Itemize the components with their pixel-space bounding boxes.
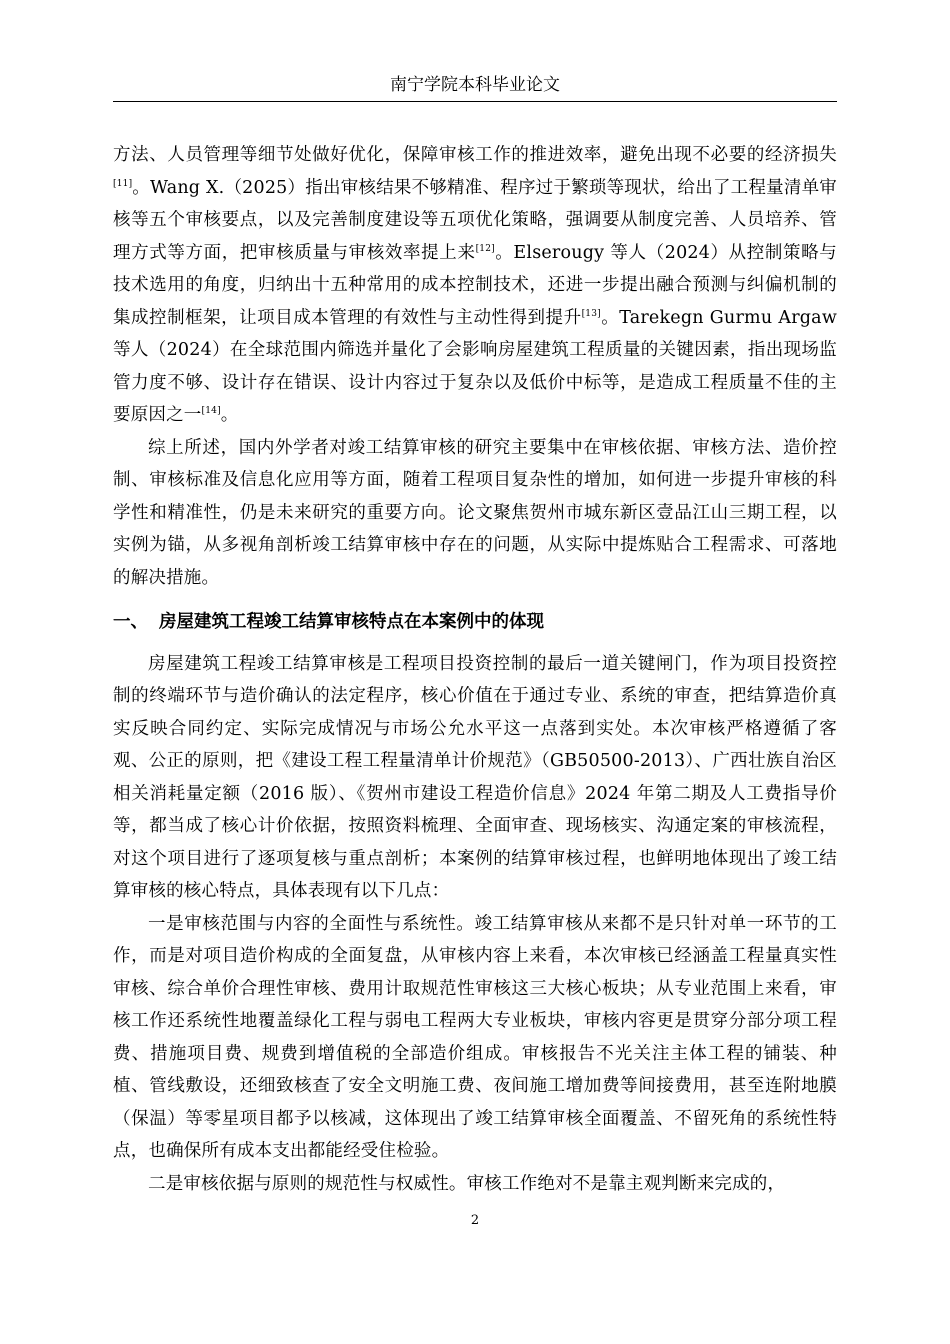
paragraph-summary: 综上所述，国内外学者对竣工结算审核的研究主要集中在审核依据、审核方法、造价控制、审核标准及信息化应用等方面，随着工程项目复杂性的增加，如何进一步提升审核的科学性和精准性，仍是未来研究的重要方向。论文聚焦贺州市城东新区壹品江山三期工程，以实例为锚，从多视角剖析竣工结算审核中存在的问题，从实际中提炼贴合工程需求、可落地的解决措施。 <box>113 437 837 588</box>
section-heading <box>113 606 837 639</box>
section-title: 房屋建筑工程竣工结算审核特点在本案例中的体现 <box>159 612 544 632</box>
paragraph-point-one: 一是审核范围与内容的全面性与系统性。竣工结算审核从来都不是只针对单一环节的工作，而是对项目造价构成的全面复盘，从审核内容上来看，本次审核已经涵盖工程量真实性审核、综合单价合理性审核、费用计取规范性审核这三大核心板块；从专业范围上来看，审核工作还系统性地覆盖绿化工程与弱电工程两大专业板块，审核内容更是贯穿分部分项工程费、措施项目费、规费到增值税的全部造价组成。审核报告不光关注主体工程的铺装、种植、管线敷设，还细致核查了安全文明施工费、夜间施工增加费等间接费用，甚至连附地膜（保温）等零星项目都予以核减，这体现出了竣工结算审核全面覆盖、不留死角的系统性特点，也确保所有成本支出都能经受住检验。 <box>113 913 837 1161</box>
paragraph-text: 。Elserougy 等人（2024）从控制策略与技术选用的角度，归纳出十五种常用的成本控制技术，还进一步提出融合预测与纠偏机制的集成控制框架，让项目成本管理的有效性与主动性得到提升 <box>113 242 837 328</box>
paragraph-text: 方法、人员管理等细节处做好优化，保障审核工作的推进效率，避免出现不必要的经济损失 <box>113 145 837 165</box>
header-rule <box>113 101 837 102</box>
page-number: 2 <box>470 1213 480 1228</box>
paragraph-audit-overview: 房屋建筑工程竣工结算审核是工程项目投资控制的最后一道关键闸门，作为项目投资控制的终端环节与造价确认的法定程序，核心价值在于通过专业、系统的审查，把结算造价真实反映合同约定、实际完成情况与市场公允水平这一点落到实处。本次审核严格遵循了客观、公正的原则，把《建设工程工程量清单计价规范》（GB50500-2013）、广西壮族自治区相关消耗量定额（2016 版）、《贺州市建设工程造价信息》2024 年第二期及人工费指导价等，都当成了核心计价依据，按照资料梳理、全面审查、现场核实、沟通定案的审核流程，对这个项目进行了逐项复核与重点剖析；本案例的结算审核过程，也鲜明地体现出了竣工结算审核的核心特点，具体表现有以下几点： <box>113 653 837 901</box>
paragraph-point-two: 二是审核依据与原则的规范性与权威性。审核工作绝对不是靠主观判断来完成的， <box>148 1173 786 1194</box>
paragraph-literature-review-end <box>113 139 837 432</box>
paragraph-text: 。Tarekegn Gurmu Argaw 等人（2024）在全球范围内筛选并量化了会影响房屋建筑工程质量的关键因素，指出现场监管力度不够、设计存在错误、设计内容过于复杂以及低价中标等，是造成工程质量不佳的主要原因之一 <box>113 307 837 425</box>
citation-ref: [14] <box>201 406 221 416</box>
citation-ref: [12] <box>475 243 495 254</box>
document-body <box>113 139 837 1200</box>
paragraph-text: 。 <box>220 405 239 425</box>
citation-ref: [13] <box>581 308 601 319</box>
section-number: 一、 <box>113 612 148 632</box>
paragraph-text: 。Wang X.（2025）指出审核结果不够精准、程序过于繁琐等现状，给出了工程量清单审核等五个审核要点，以及完善制度建设等五项优化策略，强调要从制度完善、人员培养、管理方式等方面，把审核质量与审核效率提上来 <box>113 177 837 263</box>
running-header: 南宁学院本科毕业论文 <box>390 75 560 95</box>
citation-ref: [11] <box>113 178 133 189</box>
